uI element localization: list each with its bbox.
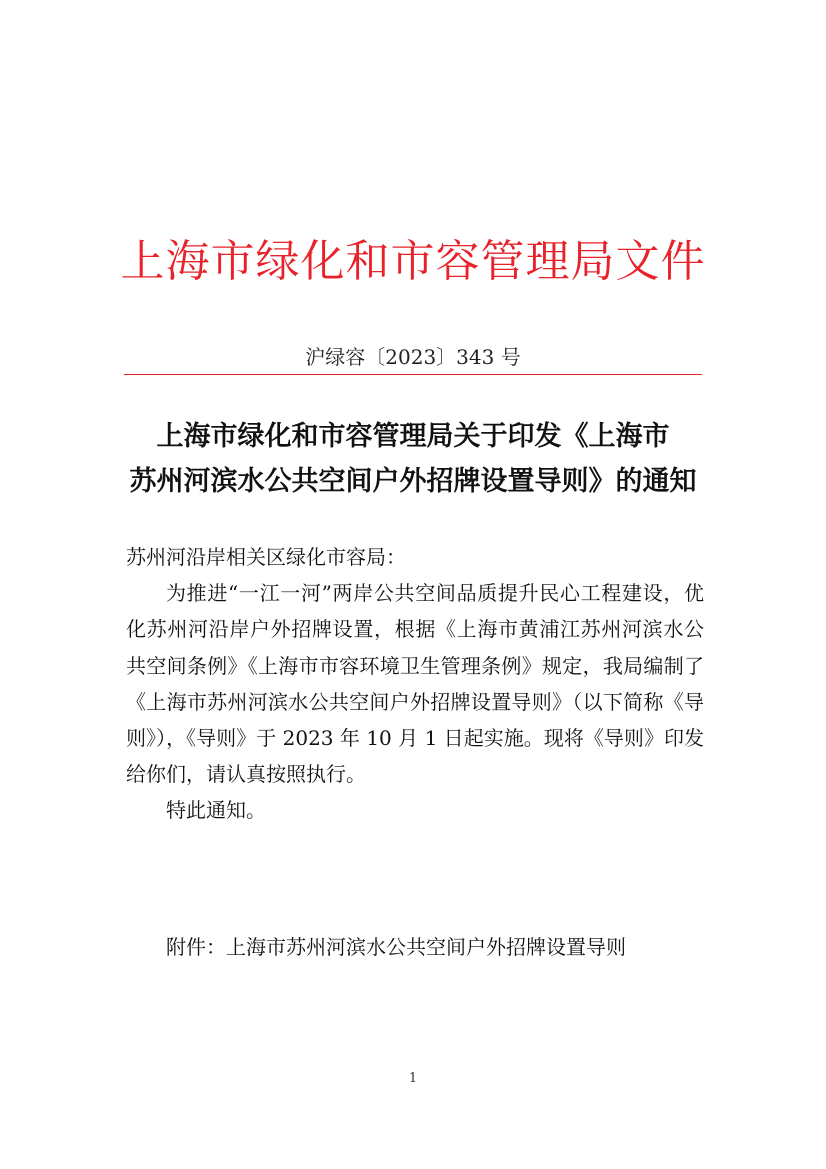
title-line-1: 上海市绿化和市容管理局关于印发《上海市: [156, 421, 670, 452]
document-masthead: 上海市绿化和市容管理局文件: [120, 236, 706, 287]
document-title: [110, 414, 716, 504]
salutation: 苏州河沿岸相关区绿化市容局：: [126, 545, 406, 569]
red-separator-line: [124, 374, 702, 375]
title-line-2: 苏州河滨水公共空间户外招牌设置导则》的通知: [129, 466, 697, 497]
document-number: 沪绿容〔2023〕343 号: [305, 345, 521, 369]
page-number: 1: [408, 1071, 418, 1086]
body-paragraph: 为推进“一江一河”两岸公共空间品质提升民心工程建设，优化苏州河沿岸户外招牌设置，根据《上海市黄浦江苏州河滨水公共空间条例》《上海市市容环境卫生管理条例》规定，我局编制了《上海市苏州河滨水公共空间户外招牌设置导则》（以下简称《导则》），《导则》于 2023 年 10 月 1 日起实施。现将《导则》印发给你们，请认真按照执行。: [126, 581, 704, 787]
attachment-line: 附件：上海市苏州河滨水公共空间户外招牌设置导则: [166, 935, 626, 959]
document-body: [126, 539, 704, 829]
closing-remark: 特此通知。: [166, 798, 266, 823]
